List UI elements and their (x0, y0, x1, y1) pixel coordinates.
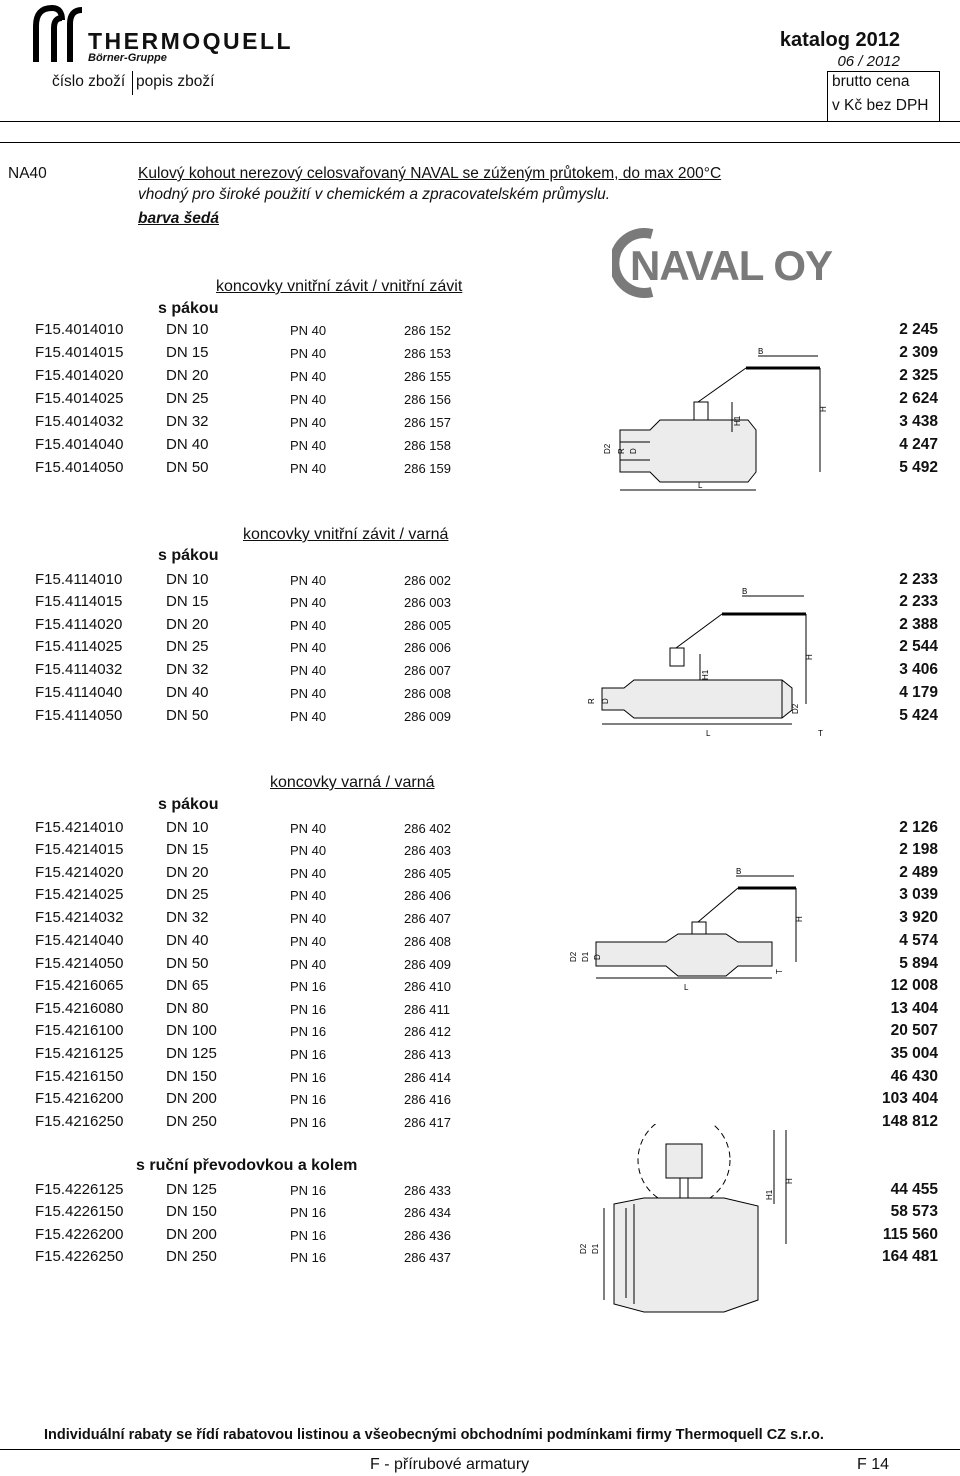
item-code: F15.4114032 (35, 661, 123, 678)
item-code: F15.4014040 (35, 436, 124, 453)
column-header-price-unit: v Kč bez DPH (832, 97, 929, 114)
item-code: F15.4216100 (35, 1022, 124, 1039)
price: 3 406 (899, 661, 938, 678)
item-code: F15.4014050 (35, 459, 124, 476)
pressure-rating: PN 16 (290, 1092, 327, 1107)
article-number: 286 007 (404, 663, 451, 678)
price: 4 179 (899, 684, 938, 701)
article-number: 286 412 (404, 1024, 451, 1039)
footer-discount-note: Individuální rabaty se řídí rabatovou listinou a všeobecnými obchodními podmínkami firmy Thermoquell CZ s.r.o. (44, 1427, 824, 1443)
price: 2 198 (899, 841, 938, 858)
item-code: F15.4214010 (35, 819, 124, 836)
nominal-diameter: DN 65 (166, 977, 209, 994)
column-header-cislo: číslo zboží (52, 73, 126, 90)
article-number: 286 157 (404, 415, 451, 430)
price: 5 894 (899, 955, 938, 972)
pressure-rating: PN 16 (290, 1205, 327, 1220)
price: 2 325 (899, 367, 938, 384)
item-code: F15.4214050 (35, 955, 124, 972)
price: 46 430 (890, 1068, 938, 1085)
pressure-rating: PN 40 (290, 866, 327, 881)
item-code: F15.4114050 (35, 707, 123, 724)
pressure-rating: PN 40 (290, 888, 327, 903)
dim-label-h: H (805, 654, 814, 660)
pressure-rating: PN 40 (290, 323, 327, 338)
pressure-rating: PN 16 (290, 1070, 327, 1085)
nominal-diameter: DN 250 (166, 1248, 217, 1265)
dim-label-l: L (706, 729, 711, 738)
section-title-1: koncovky vnitřní závit / vnitřní závit (216, 278, 463, 295)
valve-drawing-2 (582, 584, 842, 744)
item-code: F15.4216200 (35, 1090, 124, 1107)
item-code: F15.4216065 (35, 977, 124, 994)
price: 2 388 (899, 616, 938, 633)
section-title-2: koncovky vnitřní závit / varná (243, 526, 449, 543)
nominal-diameter: DN 15 (166, 344, 209, 361)
nominal-diameter: DN 20 (166, 367, 209, 384)
nominal-diameter: DN 10 (166, 819, 209, 836)
pressure-rating: PN 16 (290, 1183, 327, 1198)
section-subtitle-3: s pákou (158, 796, 219, 813)
nominal-diameter: DN 25 (166, 638, 209, 655)
table-row (0, 1248, 960, 1270)
item-code: F15.4216150 (35, 1068, 124, 1085)
price: 5 492 (899, 459, 938, 476)
nominal-diameter: DN 20 (166, 616, 209, 633)
header-divider (827, 71, 939, 72)
item-code: F15.4114025 (35, 638, 123, 655)
pressure-rating: PN 40 (290, 369, 327, 384)
item-code: F15.4226250 (35, 1248, 124, 1265)
item-code: F15.4214020 (35, 864, 124, 881)
section-title-3: koncovky varná / varná (270, 774, 435, 791)
item-code: F15.4114015 (35, 593, 123, 610)
section-subtitle-4: s ruční převodovkou a kolem (136, 1157, 358, 1174)
price: 5 424 (899, 707, 938, 724)
article-number: 286 406 (404, 888, 451, 903)
dim-label-t: T (818, 729, 823, 738)
nominal-diameter: DN 10 (166, 571, 209, 588)
item-code: F15.4226150 (35, 1203, 124, 1220)
dim-label-h1: H1 (701, 669, 710, 680)
table-row (0, 1068, 960, 1090)
valve-drawing-1 (598, 342, 838, 492)
article-number: 286 008 (404, 686, 451, 701)
price: 12 008 (890, 977, 938, 994)
price: 164 481 (881, 1248, 938, 1265)
nominal-diameter: DN 50 (166, 955, 209, 972)
pressure-rating: PN 16 (290, 1228, 327, 1243)
item-code: F15.4014010 (35, 321, 124, 338)
pressure-rating: PN 40 (290, 957, 327, 972)
price: 3 920 (899, 909, 938, 926)
naval-logo-icon (612, 228, 852, 298)
pressure-rating: PN 40 (290, 573, 327, 588)
article-number: 286 436 (404, 1228, 451, 1243)
item-code: F15.4014025 (35, 390, 124, 407)
table-row (0, 1022, 960, 1044)
nominal-diameter: DN 200 (166, 1226, 217, 1243)
pressure-rating: PN 40 (290, 911, 327, 926)
dim-label-d2: D2 (791, 703, 800, 714)
dim-label-d: D (601, 698, 610, 704)
valve-drawing-4 (574, 1124, 814, 1320)
table-row (0, 1181, 960, 1203)
footer-rule (0, 1449, 960, 1450)
nominal-diameter: DN 200 (166, 1090, 217, 1107)
brand-subtitle: Börner-Gruppe (88, 52, 167, 64)
dim-label-d: D (629, 448, 638, 454)
nominal-diameter: DN 20 (166, 864, 209, 881)
table-row (0, 321, 960, 343)
pressure-rating: PN 40 (290, 461, 327, 476)
table-row (0, 841, 960, 863)
product-description: vhodný pro široké použití v chemickém a zpracovatelském průmyslu. (138, 186, 611, 203)
dim-label-d2: D2 (603, 443, 612, 454)
nominal-diameter: DN 50 (166, 707, 209, 724)
dim-label-d1: D1 (591, 1243, 600, 1254)
column-header-popis: popis zboží (136, 73, 215, 90)
nominal-diameter: DN 25 (166, 390, 209, 407)
price: 2 245 (899, 321, 938, 338)
table-row (0, 1113, 960, 1135)
section-top-rule (0, 142, 960, 143)
nominal-diameter: DN 32 (166, 661, 209, 678)
dim-label-l: L (684, 983, 689, 992)
dim-label-h: H (819, 406, 828, 412)
product-group-code: NA40 (8, 165, 47, 182)
product-title: Kulový kohout nerezový celosvařovaný NAVAL se zúženým průtokem, do max 200°C (138, 165, 722, 182)
table-row (0, 1000, 960, 1022)
price: 148 812 (881, 1113, 938, 1130)
item-code: F15.4216250 (35, 1113, 124, 1130)
nominal-diameter: DN 150 (166, 1068, 217, 1085)
item-code: F15.4014032 (35, 413, 124, 430)
dim-label-h: H (785, 1178, 794, 1184)
article-number: 286 006 (404, 640, 451, 655)
item-code: F15.4214032 (35, 909, 124, 926)
nominal-diameter: DN 25 (166, 886, 209, 903)
item-code: F15.4214025 (35, 886, 124, 903)
footer-page-number: F 14 (857, 1456, 890, 1473)
article-number: 286 409 (404, 957, 451, 972)
pressure-rating: PN 16 (290, 1250, 327, 1265)
pressure-rating: PN 40 (290, 595, 327, 610)
pressure-rating: PN 40 (290, 709, 327, 724)
dim-label-l: L (698, 481, 703, 490)
nominal-diameter: DN 15 (166, 841, 209, 858)
nominal-diameter: DN 32 (166, 909, 209, 926)
table-row (0, 1226, 960, 1248)
price: 2 544 (899, 638, 938, 655)
price: 2 126 (899, 819, 938, 836)
nominal-diameter: DN 50 (166, 459, 209, 476)
article-number: 286 437 (404, 1250, 451, 1265)
item-code: F15.4114020 (35, 616, 123, 633)
item-code: F15.4114010 (35, 571, 123, 588)
article-number: 286 410 (404, 979, 451, 994)
pressure-rating: PN 16 (290, 1115, 327, 1130)
price-column-right-edge (939, 71, 940, 121)
price: 44 455 (890, 1181, 938, 1198)
dim-label-h1: H1 (765, 1189, 774, 1200)
item-code: F15.4214015 (35, 841, 124, 858)
pressure-rating: PN 40 (290, 663, 327, 678)
naval-logo (612, 228, 852, 298)
dim-label-d1: D1 (581, 951, 590, 962)
pressure-rating: PN 40 (290, 686, 327, 701)
pressure-rating: PN 40 (290, 934, 327, 949)
article-number: 286 402 (404, 821, 451, 836)
price: 115 560 (882, 1226, 938, 1243)
nominal-diameter: DN 80 (166, 1000, 209, 1017)
price: 2 624 (899, 390, 938, 407)
price: 13 404 (890, 1000, 938, 1017)
item-code: F15.4226200 (35, 1226, 124, 1243)
product-color: barva šedá (138, 210, 219, 227)
table-row (0, 1045, 960, 1067)
pressure-rating: PN 40 (290, 843, 327, 858)
nominal-diameter: DN 40 (166, 932, 209, 949)
article-number: 286 009 (404, 709, 451, 724)
article-number: 286 434 (404, 1205, 451, 1220)
nominal-diameter: DN 40 (166, 436, 209, 453)
nominal-diameter: DN 40 (166, 684, 209, 701)
table-row (0, 1090, 960, 1112)
pressure-rating: PN 40 (290, 415, 327, 430)
article-number: 286 159 (404, 461, 451, 476)
nominal-diameter: DN 100 (166, 1022, 217, 1039)
article-number: 286 005 (404, 618, 451, 633)
table-row (0, 819, 960, 841)
pressure-rating: PN 16 (290, 979, 327, 994)
article-number: 286 153 (404, 346, 451, 361)
article-number: 286 417 (404, 1115, 451, 1130)
price: 2 309 (899, 344, 938, 361)
price: 2 489 (899, 864, 938, 881)
nominal-diameter: DN 32 (166, 413, 209, 430)
dim-label-d2: D2 (579, 1243, 588, 1254)
article-number: 286 002 (404, 573, 451, 588)
item-code: F15.4216125 (35, 1045, 124, 1062)
article-number: 286 433 (404, 1183, 451, 1198)
footer-section-name: F - přírubové armatury (370, 1456, 530, 1473)
price: 4 247 (899, 436, 938, 453)
dim-label-b: B (758, 347, 764, 356)
nominal-diameter: DN 250 (166, 1113, 217, 1130)
article-number: 286 405 (404, 866, 451, 881)
item-code: F15.4214040 (35, 932, 124, 949)
item-code: F15.4014020 (35, 367, 124, 384)
article-number: 286 158 (404, 438, 451, 453)
dim-label-b: B (742, 587, 748, 596)
pressure-rating: PN 40 (290, 618, 327, 633)
price: 35 004 (890, 1045, 938, 1062)
price: 20 507 (890, 1022, 938, 1039)
dim-label-t: T (775, 969, 784, 974)
price: 2 233 (899, 571, 938, 588)
pressure-rating: PN 40 (290, 346, 327, 361)
pressure-rating: PN 40 (290, 821, 327, 836)
price: 58 573 (890, 1203, 938, 1220)
header-bottom-rule (0, 121, 960, 122)
article-number: 286 152 (404, 323, 451, 338)
article-number: 286 156 (404, 392, 451, 407)
price: 103 404 (881, 1090, 938, 1107)
dim-label-b: B (736, 867, 742, 876)
section-subtitle-1: s pákou (158, 300, 219, 317)
catalog-date: 06 / 2012 (837, 53, 900, 70)
table-row (0, 1203, 960, 1225)
thermoquell-logo-icon (32, 4, 84, 62)
price: 4 574 (899, 932, 938, 949)
article-number: 286 003 (404, 595, 451, 610)
column-header-price: brutto cena (832, 73, 910, 90)
pressure-rating: PN 40 (290, 438, 327, 453)
section-subtitle-2: s pákou (158, 547, 219, 564)
naval-logo-text: NAVAL OY (630, 242, 833, 289)
article-number: 286 413 (404, 1047, 451, 1062)
article-number: 286 416 (404, 1092, 451, 1107)
item-code: F15.4014015 (35, 344, 124, 361)
dim-label-d: D (593, 954, 602, 960)
catalog-title: katalog 2012 (779, 29, 900, 51)
article-number: 286 403 (404, 843, 451, 858)
nominal-diameter: DN 10 (166, 321, 209, 338)
pressure-rating: PN 40 (290, 640, 327, 655)
article-number: 286 408 (404, 934, 451, 949)
article-number: 286 411 (404, 1002, 451, 1017)
article-number: 286 407 (404, 911, 451, 926)
nominal-diameter: DN 125 (166, 1181, 217, 1198)
dim-label-d2: D2 (569, 951, 578, 962)
pressure-rating: PN 16 (290, 1024, 327, 1039)
column-divider (132, 71, 133, 95)
valve-drawing-3 (566, 866, 826, 996)
brand-name: THERMOQUELL (88, 28, 294, 54)
price: 2 233 (899, 593, 938, 610)
dim-label-r: R (587, 698, 596, 704)
pressure-rating: PN 16 (290, 1047, 327, 1062)
price-column-divider (827, 71, 828, 121)
item-code: F15.4226125 (35, 1181, 124, 1198)
item-code: F15.4216080 (35, 1000, 124, 1017)
dim-label-h1: H1 (733, 415, 742, 426)
nominal-diameter: DN 150 (166, 1203, 217, 1220)
nominal-diameter: DN 125 (166, 1045, 217, 1062)
dim-label-h: H (795, 916, 804, 922)
article-number: 286 155 (404, 369, 451, 384)
pressure-rating: PN 40 (290, 392, 327, 407)
nominal-diameter: DN 15 (166, 593, 209, 610)
price: 3 039 (899, 886, 938, 903)
pressure-rating: PN 16 (290, 1002, 327, 1017)
price: 3 438 (899, 413, 938, 430)
article-number: 286 414 (404, 1070, 451, 1085)
item-code: F15.4114040 (35, 684, 123, 701)
dim-label-r: R (617, 448, 626, 454)
